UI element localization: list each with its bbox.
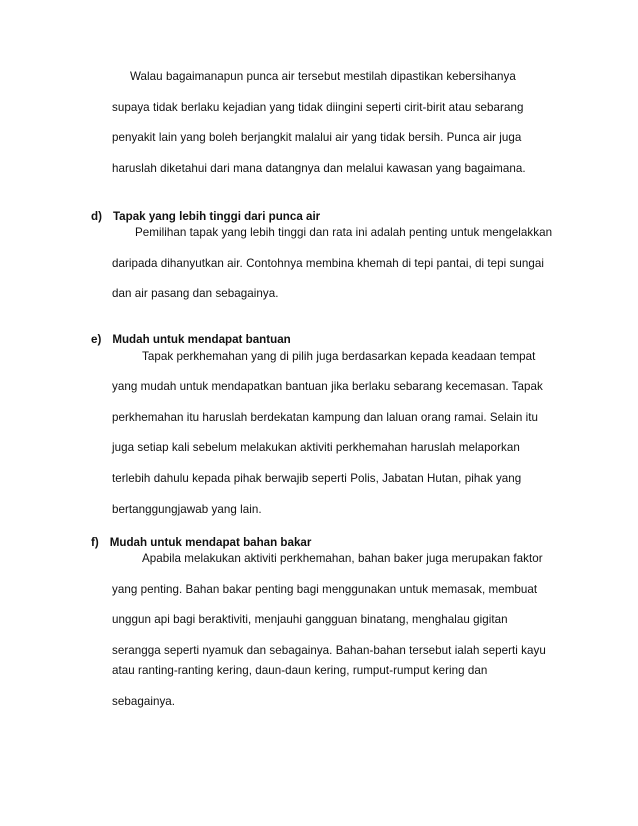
paragraph-line: dan air pasang dan sebagainya. bbox=[112, 287, 279, 300]
section-marker: f) bbox=[91, 536, 99, 549]
paragraph-line: penyakit lain yang boleh berjangkit malalui air yang tidak bersih. Punca air juga bbox=[112, 131, 522, 144]
section-marker: d) bbox=[91, 210, 102, 223]
paragraph-line: yang mudah untuk mendapatkan bantuan jika berlaku sebarang kecemasan. Tapak bbox=[112, 380, 543, 393]
paragraph-line: haruslah diketahui dari mana datangnya dan melalui kawasan yang bagaimana. bbox=[112, 162, 526, 175]
section-heading-d bbox=[91, 210, 320, 224]
section-marker: e) bbox=[91, 333, 102, 346]
section-title: Tapak yang lebih tinggi dari punca air bbox=[112, 210, 321, 223]
section-heading-f bbox=[91, 536, 311, 550]
paragraph-line: atau ranting-ranting kering, daun-daun kering, rumput-rumput kering dan bbox=[112, 664, 488, 677]
paragraph-line: Apabila melakukan aktiviti perkhemahan, bahan baker juga merupakan faktor bbox=[142, 552, 543, 565]
section-heading-e bbox=[91, 333, 291, 347]
paragraph-line: juga setiap kali sebelum melakukan aktiviti perkhemahan haruslah melaporkan bbox=[112, 441, 520, 454]
paragraph-line: terlebih dahulu kepada pihak berwajib seperti Polis, Jabatan Hutan, pihak yang bbox=[112, 472, 522, 485]
paragraph-line: daripada dihanyutkan air. Contohnya membina khemah di tepi pantai, di tepi sungai bbox=[112, 257, 545, 270]
section-title: Mudah untuk mendapat bahan bakar bbox=[109, 536, 312, 549]
paragraph-line: bertanggungjawab yang lain. bbox=[112, 503, 262, 516]
paragraph-line: yang penting. Bahan bakar penting bagi menggunakan untuk memasak, membuat bbox=[112, 583, 538, 596]
section-title: Mudah untuk mendapat bantuan bbox=[112, 333, 291, 346]
paragraph-line: serangga seperti nyamuk dan sebagainya. Bahan-bahan tersebut ialah seperti kayu bbox=[112, 644, 546, 657]
paragraph-line: Walau bagaimanapun punca air tersebut mestilah dipastikan kebersihanya bbox=[130, 70, 516, 83]
paragraph-line: Tapak perkhemahan yang di pilih juga berdasarkan kepada keadaan tempat bbox=[142, 350, 536, 363]
paragraph-line: Pemilihan tapak yang lebih tinggi dan rata ini adalah penting untuk mengelakkan bbox=[135, 226, 553, 239]
paragraph-line: sebagainya. bbox=[112, 695, 176, 708]
paragraph-line: perkhemahan itu haruslah berdekatan kampung dan laluan orang ramai. Selain itu bbox=[112, 411, 539, 424]
paragraph-line: supaya tidak berlaku kejadian yang tidak diingini seperti cirit-birit atau sebarang bbox=[112, 101, 524, 114]
paragraph-line: unggun api bagi beraktiviti, menjauhi gangguan binatang, menghalau gigitan bbox=[112, 613, 508, 626]
